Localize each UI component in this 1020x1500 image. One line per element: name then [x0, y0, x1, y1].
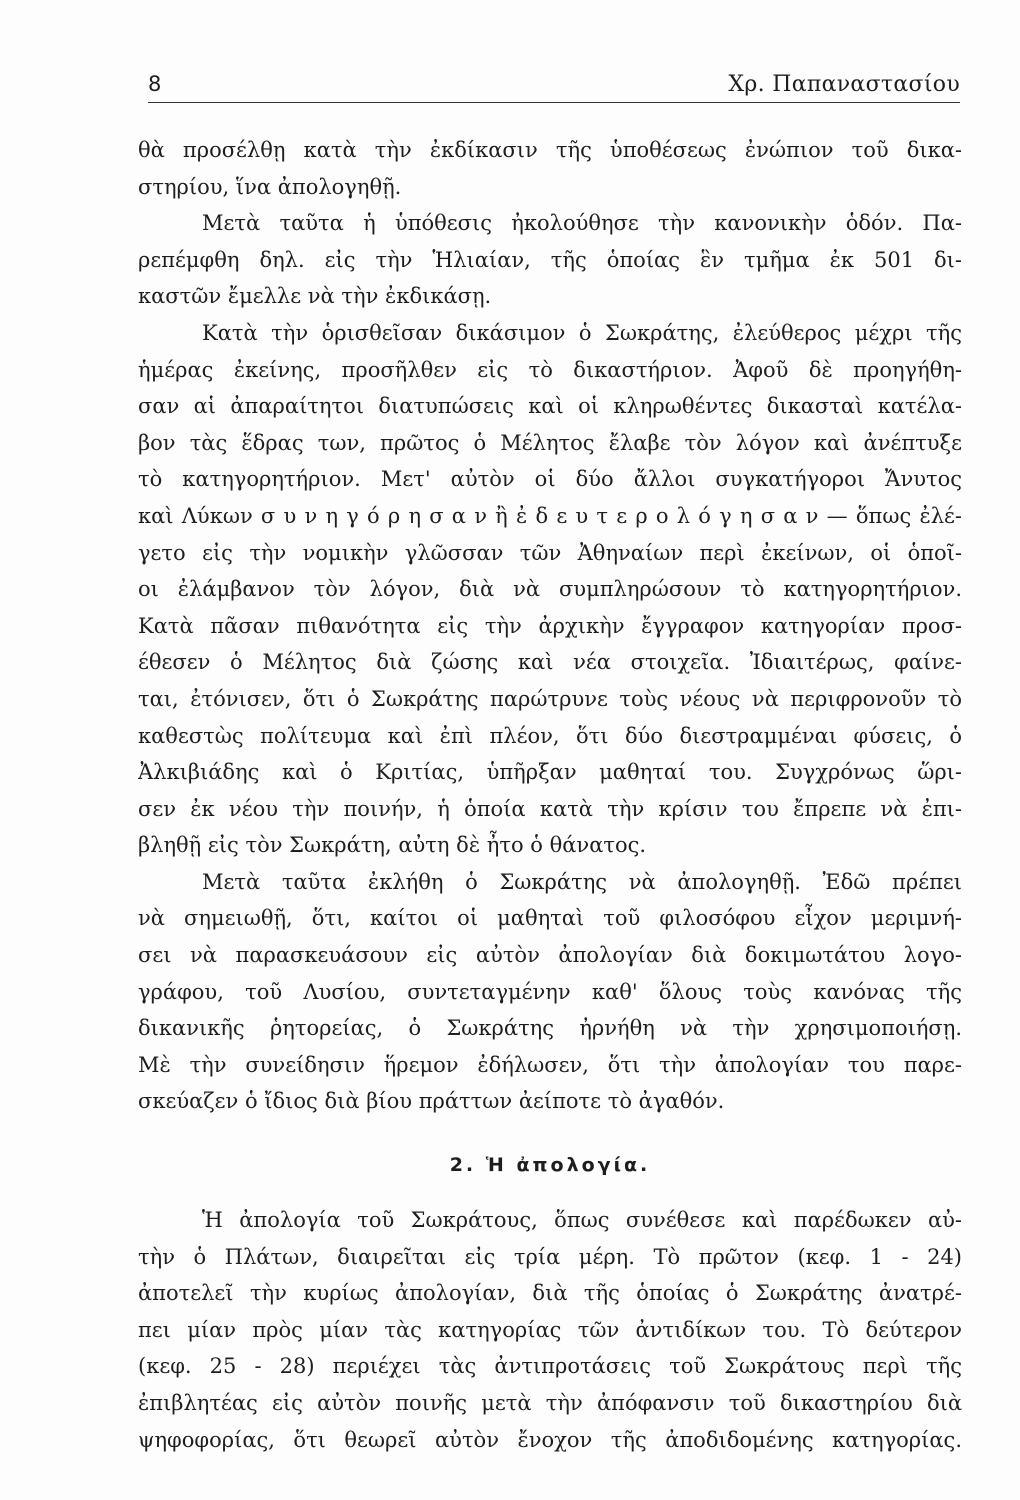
text-line: καθεστὼς πολίτευμα καὶ ἐπὶ πλέον, ὅτι δύο διεστραμμέναι φύσεις, ὁ	[138, 723, 962, 748]
text-line: ἀποτελεῖ τὴν κυρίως ἀπολογίαν, διὰ τῆς ὁποίας ὁ Σωκράτης ἀνατρέ-	[138, 1281, 962, 1306]
text-line: στηρίου, ἵνα ἀπολογηθῇ.	[138, 174, 402, 199]
text-line: Μετὰ ταῦτα ἐκλήθη ὁ Σωκράτης νὰ ἀπολογηθῇ. Ἐδῶ πρέπει	[202, 869, 962, 894]
text-line: νὰ σημειωθῇ, ὅτι, καίτοι οἱ μαθηταὶ τοῦ φιλοσόφου εἶχον μεριμνή-	[138, 906, 962, 931]
text-line: Κατὰ πᾶσαν πιθανότητα εἰς τὴν ἀρχικὴν ἔγγραφον κατηγορίαν προσ-	[138, 613, 962, 638]
text-line: γετο εἰς τὴν νομικὴν γλῶσσαν τῶν Ἀθηναίων περὶ ἐκείνων, οἱ ὁποῖ-	[138, 540, 962, 565]
text-line: Κατὰ τὴν ὁρισθεῖσαν δικάσιμον ὁ Σωκράτης, ἐλεύθερος μέχρι τῆς	[202, 320, 962, 345]
text-line: ψηφοφορίας, ὅτι θεωρεῖ αὐτὸν ἔνοχον τῆς ἀποδιδομένης κατηγορίας.	[138, 1427, 962, 1452]
section-heading: 2. Ἡ ἀπολογία.	[449, 1154, 651, 1177]
text-line: βληθῇ εἰς τὸν Σωκράτη, αὐτη δὲ ἦτο ὁ θάνατος.	[138, 833, 647, 858]
text-line: δικανικῆς ῥητορείας, ὁ Σωκράτης ἠρνήθη νὰ τὴν χρησιμοποιήσῃ.	[138, 1016, 962, 1041]
text-line: ἡμέρας ἐκείνης, προσῆλθεν εἰς τὸ δικαστήριον. Ἀφοῦ δὲ προηγήθη-	[138, 357, 962, 382]
text-line: Μετὰ ταῦτα ἡ ὑπόθεσις ἠκολούθησε τὴν κανονικὴν ὁδόν. Πα-	[202, 211, 962, 236]
text-line: γράφου, τοῦ Λυσίου, συντεταγμένην καθ' ὅλους τοὺς κανόνας τῆς	[138, 979, 962, 1004]
text-line: τὸ κατηγορητήριον. Μετ' αὐτὸν οἱ δύο ἄλλοι συγκατήγοροι Ἄνυτος	[138, 467, 962, 492]
text-line: οι ἐλάμβανον τὸν λόγον, διὰ νὰ συμπληρώσουν τὸ κατηγορητήριον.	[138, 577, 962, 602]
text-line: έθεσεν ὁ Μέλητος διὰ ζώσης καὶ νέα στοιχεῖα. Ἰδιαιτέρως, φαίνε-	[138, 650, 962, 675]
body-text	[138, 132, 962, 1458]
text-line: καστῶν ἔμελλε νὰ τὴν ἐκδικάσῃ.	[138, 284, 492, 309]
text-line: τὴν ὁ Πλάτων, διαιρεῖται εἰς τρία μέρη. Τὸ πρῶτον (κεφ. 1 - 24)	[138, 1244, 962, 1269]
text-line: βον τὰς ἕδρας των, πρῶτος ὁ Μέλητος ἔλαβε τὸν λόγον καὶ ἀνέπτυξε	[138, 430, 962, 455]
text-line: Ἡ ἀπολογία τοῦ Σωκράτους, ὅπως συνέθεσε καὶ παρέδωκεν αὐ-	[202, 1208, 962, 1233]
text-line: σκεύαζεν ὁ ἴδιος διὰ βίου πράττων ἀείποτε τὸ ἀγαθόν.	[138, 1089, 725, 1114]
text-line: Μὲ τὴν συνείδησιν ἥρεμον ἐδήλωσεν, ὅτι τὴν ἀπολογίαν του παρε-	[138, 1052, 962, 1077]
text-line: ρεπέμφθη δηλ. εἰς τὴν Ἡλιαίαν, τῆς ὁποίας ἓν τμῆμα ἐκ 501 δι-	[138, 247, 962, 272]
text-line: σει νὰ παρασκευάσουν εἰς αὐτὸν ἀπολογίαν διὰ δοκιμωτάτου λογο-	[138, 943, 962, 968]
text-line: πει μίαν πρὸς μίαν τὰς κατηγορίας τῶν ἀντιδίκων του. Τὸ δεύτερον	[138, 1317, 962, 1342]
running-head-author: Χρ. Παπαναστασίου	[728, 72, 960, 97]
text-line: Ἀλκιβιάδης καὶ ὁ Κριτίας, ὑπῆρξαν μαθηταί του. Συγχρόνως ὥρι-	[138, 760, 962, 785]
page-number: 8	[148, 72, 162, 96]
text-line: θὰ προσέλθῃ κατὰ τὴν ἐκδίκασιν τῆς ὑποθέσεως ἐνώπιον τοῦ δικα-	[138, 138, 962, 162]
text-line: σαν αἱ ἀπαραίτητοι διατυπώσεις καὶ οἱ κληρωθέντες δικασταὶ κατέλα-	[138, 394, 962, 419]
text-line: (κεφ. 25 - 28) περιέχει τὰς ἀντιπροτάσεις τοῦ Σωκράτους περὶ τῆς	[138, 1354, 962, 1379]
text-line: ἐπιβλητέας εἰς αὐτὸν ποινῆς μετὰ τὴν ἀπόφανσιν τοῦ δικαστηρίου διὰ	[138, 1391, 962, 1415]
text-line: ται, ἐτόνισεν, ὅτι ὁ Σωκράτης παρώτρυνε τοὺς νέους νὰ περιφρονοῦν τὸ	[138, 686, 962, 711]
running-head	[148, 68, 960, 103]
text-line: καὶ Λύκων σ υ ν η γ ό ρ η σ α ν ἢ ἐ δ ε υ τ ε ρ ο λ ό γ η σ α ν — ὅπως ἐλέ-	[138, 503, 962, 528]
text-line: σεν ἐκ νέου τὴν ποινήν, ἡ ὁποία κατὰ τὴν κρίσιν του ἔπρεπε νὰ ἐπι-	[138, 796, 962, 821]
